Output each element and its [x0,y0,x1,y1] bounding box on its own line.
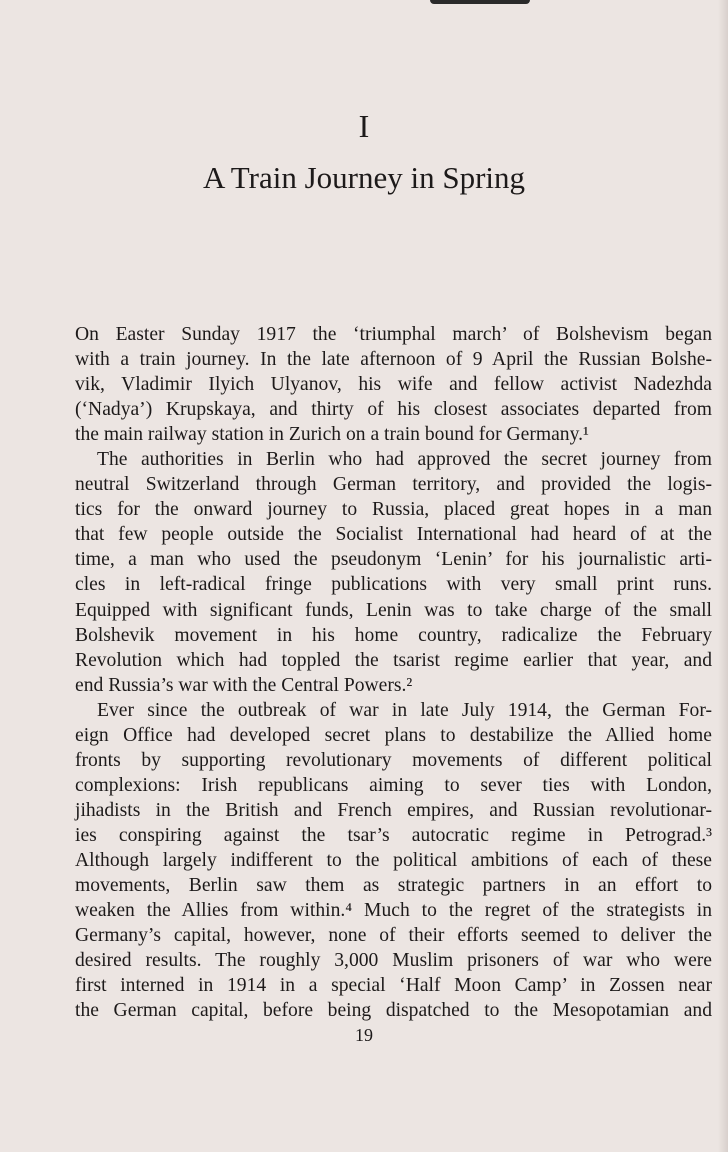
page-number: 19 [355,1025,373,1045]
text-line: the German capital, before being dispatched to the Mesopotamian and [75,1000,712,1022]
text-line: tics for the onward journey to Russia, placed great hopes in a man [75,499,712,521]
text-line: On Easter Sunday 1917 the ‘triumphal march’ of Bolshevism began [75,324,712,345]
text-line: Germany’s capital, however, none of their efforts seemed to deliver the [75,925,712,947]
chapter-number: I [358,108,370,144]
text-line: cles in left-radical fringe publications with very small print runs. [75,574,712,596]
text-line: first interned in 1914 in a special ‘Half Moon Camp’ in Zossen near [75,975,712,997]
text-line: desired results. The roughly 3,000 Muslim prisoners of war who were [75,950,712,972]
text-line: jihadists in the British and French empires, and Russian revolutionar- [75,799,712,821]
text-line: complexions: Irish republicans aiming to sever ties with London, [75,774,712,796]
text-line: Although largely indifferent to the political ambitions of each of these [75,849,712,871]
body-text [75,322,712,1023]
text-line: the main railway station in Zurich on a train bound for Germany.¹ [75,424,589,446]
text-line: vik, Vladimir Ilyich Ulyanov, his wife and fellow activist Nadezhda [75,374,712,396]
text-line: neutral Switzerland through German territory, and provided the logis- [75,474,712,496]
text-line: eign Office had developed secret plans to destabilize the Allied home [75,724,712,746]
text-line: Ever since the outbreak of war in late July 1914, the German For- [97,699,712,721]
text-line: Bolshevik movement in his home country, radicalize the February [75,624,712,646]
text-line: (‘Nadya’) Krupskaya, and thirty of his closest associates departed from [75,399,712,421]
text-line: The authorities in Berlin who had approved the secret journey from [97,449,712,471]
text-line: time, a man who used the pseudonym ‘Lenin’ for his journalistic arti- [75,549,712,571]
chapter-title: A Train Journey in Spring [202,160,526,195]
text-line: ies conspiring against the tsar’s autocratic regime in Petrograd.³ [75,824,712,846]
text-line: fronts by supporting revolutionary movements of different political [75,749,712,771]
text-line: movements, Berlin saw them as strategic partners in an effort to [75,875,712,897]
text-line: Equipped with significant funds, Lenin was to take charge of the small [75,599,712,621]
text-line: Revolution which had toppled the tsarist regime earlier that year, and [75,649,712,671]
scan-artifact [430,0,530,4]
text-line: with a train journey. In the late afternoon of 9 April the Russian Bolshe- [75,349,712,371]
text-line: that few people outside the Socialist International had heard of at the [75,524,712,546]
text-line: end Russia’s war with the Central Powers.² [75,674,413,696]
text-line: weaken the Allies from within.⁴ Much to the regret of the strategists in [75,900,712,922]
